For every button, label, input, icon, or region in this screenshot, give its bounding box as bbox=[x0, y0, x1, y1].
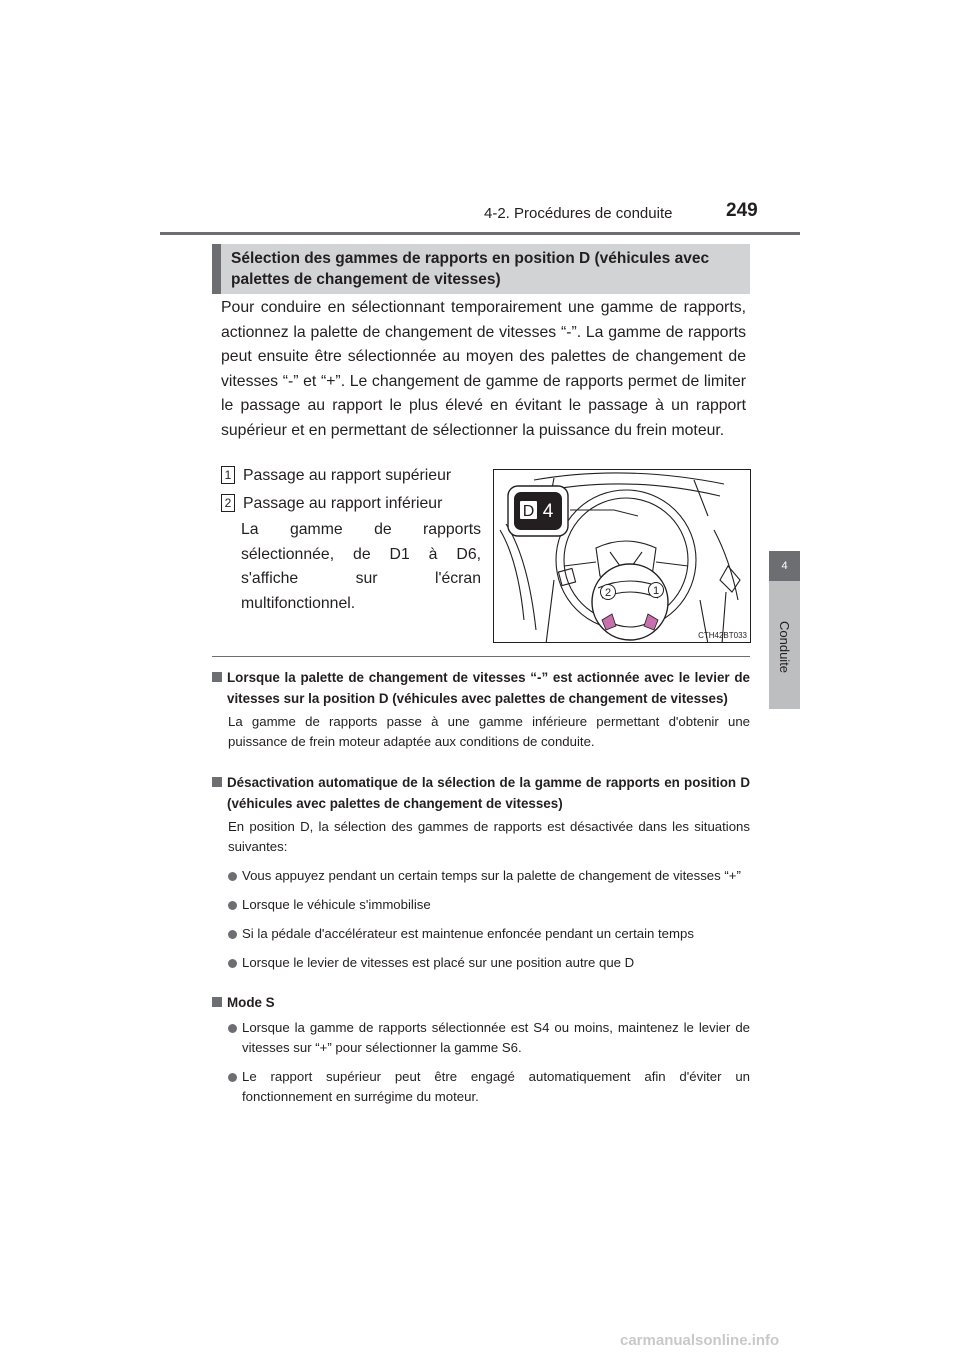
list-item: Lorsque le véhicule s'immobilise bbox=[212, 895, 750, 915]
list-item: Vous appuyez pendant un certain temps sur la palette de changement de vitesses “+” bbox=[212, 866, 750, 886]
note-title: Mode S bbox=[212, 993, 750, 1014]
square-bullet-icon bbox=[212, 672, 222, 682]
running-header-section: 4-2. Procédures de conduite bbox=[484, 205, 673, 222]
page-number: 249 bbox=[726, 200, 758, 221]
figure-id: CTH42BT033 bbox=[698, 631, 747, 640]
steering-wheel-figure bbox=[493, 469, 751, 643]
list-item: Le rapport supérieur peut être engagé automatiquement afin d'éviter un fonctionnement en surrégime du moteur. bbox=[212, 1067, 750, 1107]
item-number-badge: 2 bbox=[221, 494, 235, 512]
note-mode-s bbox=[212, 993, 750, 1107]
chapter-tab-label: Conduite bbox=[777, 620, 792, 674]
round-bullet-icon bbox=[228, 901, 237, 910]
item-number-badge: 1 bbox=[221, 466, 235, 484]
round-bullet-icon bbox=[228, 1024, 237, 1033]
round-bullet-icon bbox=[228, 930, 237, 939]
display-info-text: La gamme de rapports sélectionnée, de D1 à D6, s'affiche sur l'écran multifonctionnel. bbox=[241, 521, 481, 612]
gear-indicator-number: 4 bbox=[542, 501, 554, 522]
section-title: Sélection des gammes de rapports en position D (véhicules avec palettes de changement de vitesses) bbox=[212, 244, 750, 294]
callout-2-label: 2 bbox=[604, 587, 612, 599]
header-rule bbox=[160, 232, 800, 235]
square-bullet-icon bbox=[212, 997, 222, 1007]
item-upshift bbox=[221, 464, 451, 489]
list-item: Lorsque la gamme de rapports sélectionnée est S4 ou moins, maintenez le levier de vitesses sur “+” pour sélectionner la gamme S6. bbox=[212, 1018, 750, 1058]
round-bullet-icon bbox=[228, 959, 237, 968]
steering-wheel-illustration bbox=[494, 470, 751, 643]
chapter-tab-number: 4 bbox=[769, 551, 800, 581]
note-paddle-minus bbox=[212, 668, 750, 752]
note-body: La gamme de rapports passe à une gamme inférieure permettant d'obtenir une puissance de frein moteur adaptée aux conditions de conduite. bbox=[228, 714, 750, 749]
note-body: En position D, la sélection des gammes de rapports est désactivée dans les situations suivantes: bbox=[228, 819, 750, 854]
magnifier-circle bbox=[592, 564, 668, 640]
list-item: Si la pédale d'accélérateur est maintenue enfoncée pendant un certain temps bbox=[212, 924, 750, 944]
item-label: Passage au rapport supérieur bbox=[243, 467, 452, 484]
separator-rule bbox=[212, 656, 750, 657]
round-bullet-icon bbox=[228, 1073, 237, 1082]
round-bullet-icon bbox=[228, 872, 237, 881]
square-bullet-icon bbox=[212, 777, 222, 787]
note-auto-deactivation bbox=[212, 773, 750, 973]
footer-watermark[interactable]: carmanualsonline.info bbox=[620, 1332, 780, 1349]
note-title: Désactivation automatique de la sélection de la gamme de rapports en position D (véhicules avec palettes de changement de vitesses) bbox=[212, 773, 750, 814]
callout-1-label: 1 bbox=[652, 585, 660, 597]
item-downshift bbox=[221, 492, 442, 517]
intro-paragraph: Pour conduire en sélectionnant temporairement une gamme de rapports, actionnez la palette de changement de vitesses “-”. La gamme de rapports peut ensuite être sélectionnée au moyen des palettes de changement de vitesses “-” et “+”. Le changement de gamme de rapports permet de limiter le passage au rapport le plus élevé en évitant le passage à un rapport supérieur et en permettant de sélectionner la puissance du frein moteur. bbox=[221, 299, 746, 439]
gear-indicator-letter: D bbox=[522, 503, 535, 520]
item-label: Passage au rapport inférieur bbox=[243, 495, 443, 512]
note-title: Lorsque la palette de changement de vitesses “-” est actionnée avec le levier de vitesses sur la position D (véhicules avec palettes de changement de vitesses) bbox=[212, 668, 750, 709]
list-item: Lorsque le levier de vitesses est placé sur une position autre que D bbox=[212, 953, 750, 973]
